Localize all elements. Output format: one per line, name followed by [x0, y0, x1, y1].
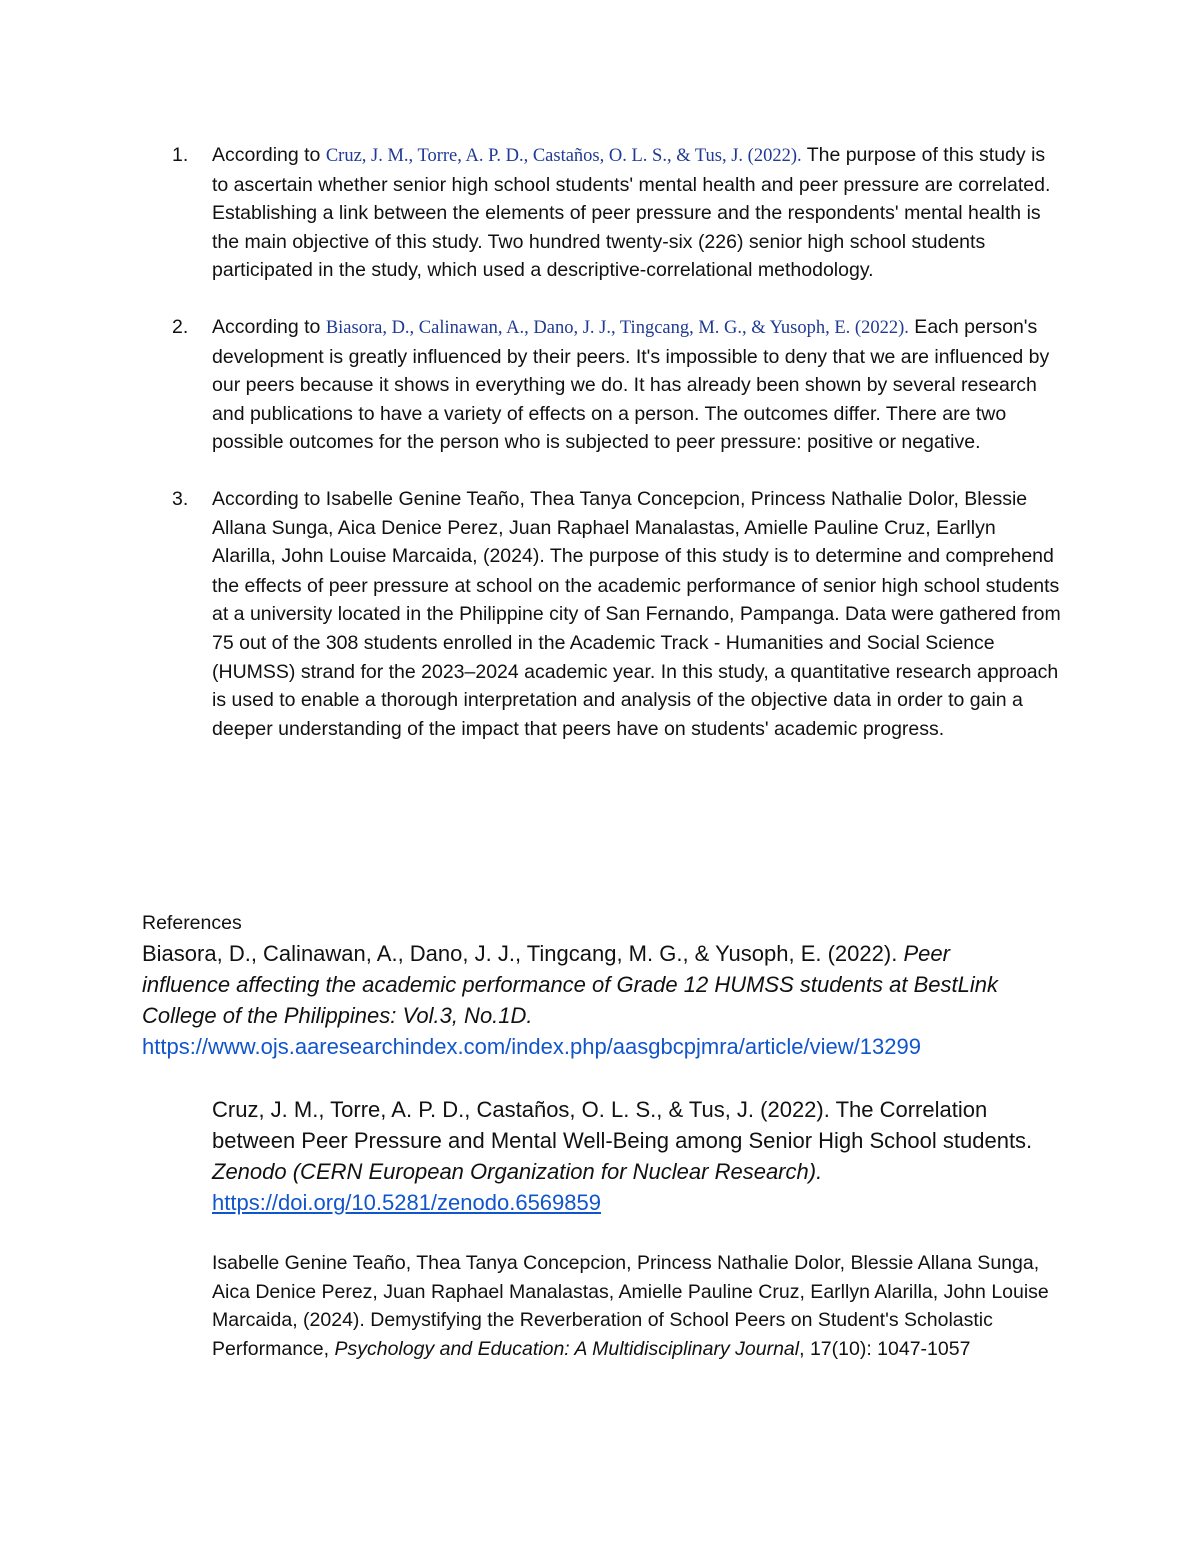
- summary-body: The purpose of this study is to ascertain whether senior high school students' mental health and peer pressure are correlated. Establishing a link between the elements of peer pressure and the respondents' mental health is the main objective of this study. Two hundred twenty-six (226) senior high school students participated in the study, which used a descriptive-correlational methodology.: [212, 144, 1051, 282]
- inline-citation: Biasora, D., Calinawan, A., Dano, J. J., Tingcang, M. G., & Yusoph, E. (2022).: [325, 317, 909, 338]
- summary-list: [0, 141, 1200, 771]
- reference-authors: Isabelle Genine Teaño, Thea Tanya Concepcion, Princess Nathalie Dolor, Blessie Allana Sunga, Aica Denice Perez, Juan Raphael Manalastas, Amielle Pauline Cruz, Earllyn Alarilla, John Louise Marcaida, (2024). Demystifying the Reverberation of School Peers on Student's Scholastic Performance,: [212, 1252, 1049, 1360]
- list-number: 3.: [172, 487, 189, 510]
- references-heading: References: [142, 912, 242, 934]
- reference-entry-teano: [212, 1249, 1072, 1363]
- reference-volume: , 17(10): 1047-1057: [799, 1337, 971, 1360]
- reference-authors: Cruz, J. M., Torre, A. P. D., Castaños, O. L. S., & Tus, J. (2022). The Correlation between Peer Pressure and Mental Well-Being among Senior High School students.: [212, 1097, 1033, 1153]
- lead-text: According to: [212, 315, 326, 338]
- lead-text: According to Isabelle Genine Teaño, Thea Tanya Concepcion, Princess Nathalie Dolor, Blessie Allana Sunga, Aica Denice Perez, Juan Raphael Manalastas, Amielle Pauline Cruz, Earllyn Alarilla, John Louise Marcaida, (2024).: [212, 487, 1028, 568]
- reference-journal: Psychology and Education: A Multidisciplinary Journal: [334, 1337, 800, 1360]
- reference-link[interactable]: https://doi.org/10.5281/zenodo.6569859: [212, 1190, 601, 1215]
- list-item-text: [212, 141, 1062, 285]
- reference-entry-biasora: [142, 938, 1022, 1062]
- reference-entry-cruz: [212, 1094, 1072, 1218]
- list-number: 1.: [172, 144, 189, 166]
- reference-title: Peer influence affecting the academic performance of Grade 12 HUMSS students at BestLink College of the Philippines: Vol.3, No.1D.: [142, 941, 999, 1028]
- inline-citation: Cruz, J. M., Torre, A. P. D., Castaños, O. L. S., & Tus, J. (2022).: [325, 146, 802, 166]
- lead-text: According to: [212, 144, 326, 166]
- list-item-text: [212, 485, 1062, 743]
- list-item: [0, 141, 1200, 285]
- list-item: [0, 313, 1200, 457]
- reference-link[interactable]: https://www.ojs.aaresearchindex.com/index.php/aasgbcpjmra/article/view/13299: [142, 1034, 921, 1059]
- list-number: 2.: [172, 315, 189, 338]
- summary-body: The purpose of this study is to determine and comprehend the effects of peer pressure at school on the academic performance of senior high school students at a university located in the Philippine city of San Fernando, Pampanga. Data were gathered from 75 out of the 308 students enrolled in the Academic Track - Humanities and Social Science (HUMSS) strand for the 2023–2024 academic year. In this study, a quantitative research approach is used to enable a thorough interpretation and analysis of the objective data in order to gain a deeper understanding of the impact that peers have on students' academic progress.: [212, 545, 1061, 740]
- reference-journal: Zenodo (CERN European Organization for Nuclear Research).: [212, 1159, 823, 1184]
- reference-authors: Biasora, D., Calinawan, A., Dano, J. J., Tingcang, M. G., & Yusoph, E. (2022).: [142, 941, 898, 966]
- list-item: [0, 485, 1200, 743]
- list-item-text: [212, 313, 1062, 457]
- summary-body: Each person's development is greatly influenced by their peers. It's impossible to deny that we are influenced by our peers because it shows in everything we do. It has already been shown by several research and publications to have a variety of effects on a person. The outcomes differ. There are two possible outcomes for the person who is subjected to peer pressure: positive or negative.: [212, 315, 1050, 454]
